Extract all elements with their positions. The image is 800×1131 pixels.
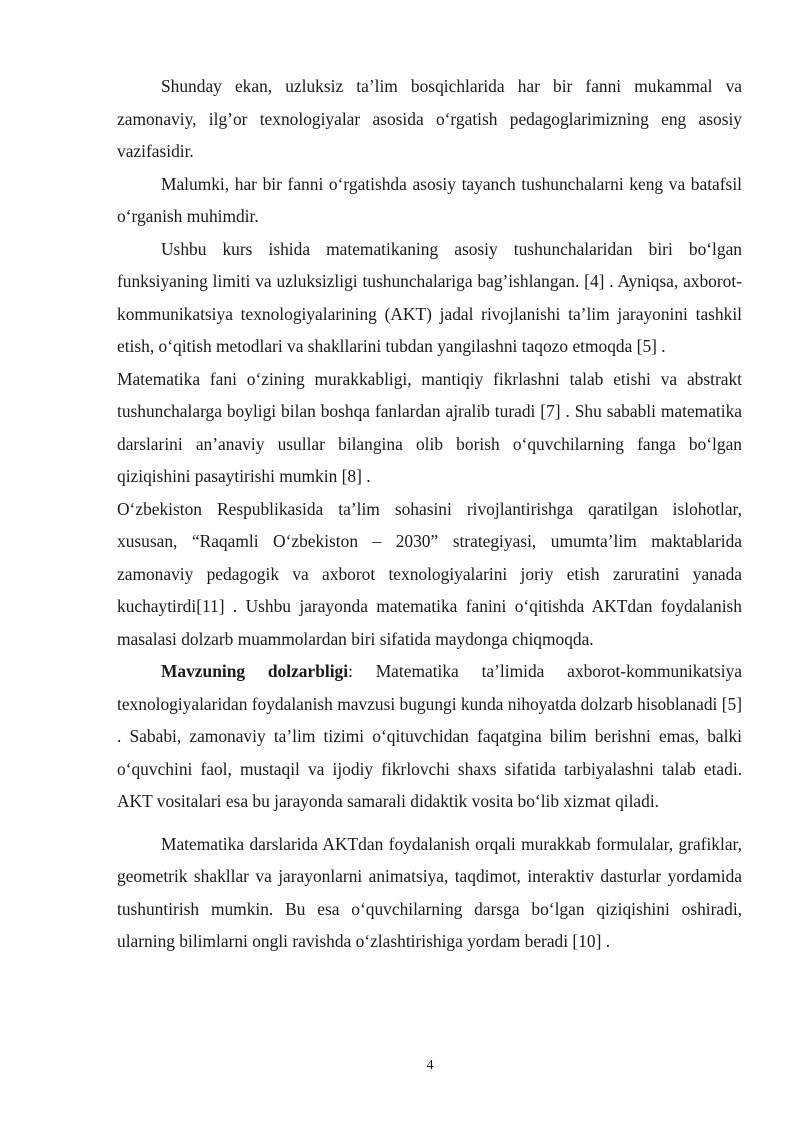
paragraph-math-complexity: Matematika fani o‘zining murakkabligi, mantiqiy fikrlashni talab etishi va abstrakt tushunchalarga boyligi bilan boshqa fanlardan ajralib turadi [7] . Shu sababli matematika darslarini an’anaviy usullar bilangina olib borish o‘quvchilarning fanga bo‘lgan qiziqishini pasaytirishi mumkin [8] . <box>117 368 742 486</box>
page-number: 4 <box>426 1058 434 1073</box>
paragraph-intro: Shunday ekan, uzluksiz ta’lim bosqichlarida har bir fanni mukammal va zamonaviy, ilg’or texnologiyalar asosida o‘rgatish pedagoglarimizning eng asosiy vazifasidir. <box>117 76 742 161</box>
paragraph-course-work: Ushbu kurs ishida matematikaning asosiy tushunchalaridan biri bo‘lgan funksiyaning limiti va uzluksizligi tushunchalariga bag’ishlangan. [4] . Ayniqsa, axborot-kommunikatsiya texnologiyalarining (AKT) jadal rivojlanishi ta’lim jarayonini tashkil etish, o‘qitish metodlari va shakllarini tubdan yangilashni taqozo etmoqda [5] . <box>117 238 742 356</box>
relevance-heading: Mavzuning dolzarbligi <box>161 661 349 681</box>
relevance-text: : Matematika ta’limida axborot-kommunikatsiya texnologiyalaridan foydalanish mavzusi bugungi kunda nihoyatda dolzarb hisoblanadi [5] . Sababi, zamonaviy ta’lim tizimi o‘qituvchidan faqatgina bilim berishni emas, balki o‘quvchini faol, mustaqil va ijodiy fikrlovchi shaxs sifatida tarbiyalashni talab etadi. AKT vositalari esa bu jarayonda samarali didaktik vosita bo‘lib xizmat qiladi. <box>117 661 742 811</box>
paragraph-relevance <box>117 655 742 818</box>
paragraph-uzbekistan-reforms: O‘zbekiston Respublikasida ta’lim sohasini rivojlantirishga qaratilgan islohotlar, xususan, “Raqamli O‘zbekiston – 2030” strategiyasi, umumta’lim maktablarida zamonaviy pedagogik va axborot texnologiyalarini joriy etish zaruratini yanada kuchaytirdi[11] . Ushbu jarayonda matematika fanini o‘qitishda AKTdan foydalanish masalasi dolzarb muammolardan biri sifatida maydonga chiqmoqda. <box>117 498 742 649</box>
paragraph-ict-usage: Matematika darslarida AKTdan foydalanish orqali murakkab formulalar, grafiklar, geometrik shakllar va jarayonlarni animatsiya, taqdimot, interaktiv dasturlar yordamida tushuntirish mumkin. Bu esa o‘quvchilarning darsga bo‘lgan qiziqishini oshiradi, ularning bilimlarni ongli ravishda o‘zlashtirishiga yordam beradi [10] . <box>117 833 742 951</box>
document-page <box>117 70 742 958</box>
paragraph-basics: Malumki, har bir fanni o‘rgatishda asosiy tayanch tushunchalarni keng va batafsil o‘rganish muhimdir. <box>117 173 742 226</box>
